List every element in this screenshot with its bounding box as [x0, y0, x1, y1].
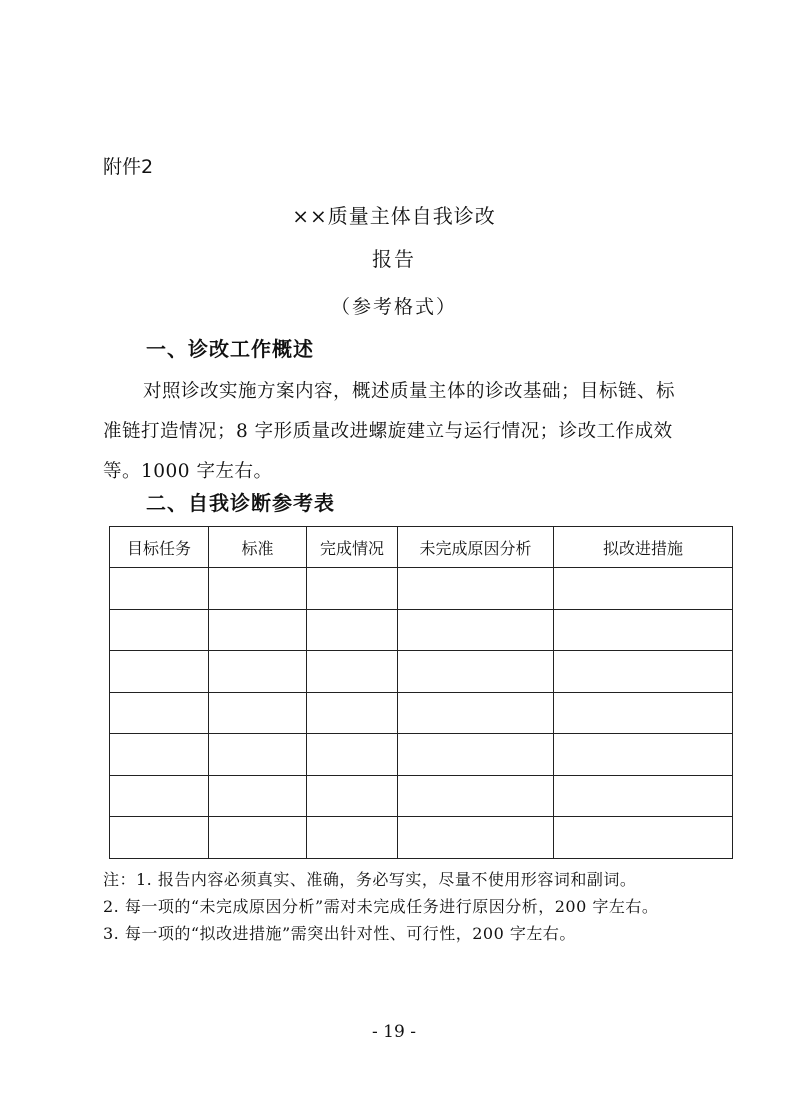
table-row [110, 651, 733, 693]
table-cell [554, 609, 733, 651]
table-cell [398, 609, 554, 651]
section1-heading: 一、诊改工作概述 [146, 337, 314, 361]
table-cell [209, 775, 307, 817]
table-cell [398, 817, 554, 859]
table-cell [110, 775, 209, 817]
table-header-cell: 完成情况 [307, 527, 398, 568]
table-cell [209, 609, 307, 651]
table-cell [398, 568, 554, 610]
table-cell [398, 775, 554, 817]
table-cell [307, 692, 398, 734]
table-header-cell: 拟改进措施 [554, 527, 733, 568]
attachment-label: 附件2 [103, 156, 154, 178]
table-cell [209, 651, 307, 693]
table-cell [554, 734, 733, 776]
table-cell [307, 734, 398, 776]
note-line: 2. 每一项的“未完成原因分析”需对未完成任务进行原因分析，200 字左右。 [103, 897, 659, 916]
notes-block [103, 866, 703, 947]
table-cell [110, 568, 209, 610]
table-cell [110, 609, 209, 651]
note-line: 注：1. 报告内容必须真实、准确，务必写实，尽量不使用形容词和副词。 [103, 870, 637, 889]
table-cell [554, 692, 733, 734]
page-number: - 19 - [372, 1022, 416, 1042]
table-header-cell: 目标任务 [110, 527, 209, 568]
note-line: 3. 每一项的“拟改进措施”需突出针对性、可行性，200 字左右。 [103, 924, 576, 943]
table-cell [209, 817, 307, 859]
table-row [110, 734, 733, 776]
table-cell [307, 568, 398, 610]
table-cell [110, 734, 209, 776]
table-cell [307, 775, 398, 817]
document-subtitle: （参考格式） [330, 296, 457, 318]
table-header-cell: 未完成原因分析 [398, 527, 554, 568]
table-header-cell: 标准 [209, 527, 307, 568]
table-row [110, 692, 733, 734]
table-cell [307, 609, 398, 651]
table-cell [110, 817, 209, 859]
document-title-line1: ××质量主体自我诊改 [292, 204, 496, 228]
table-cell [110, 692, 209, 734]
table-cell [209, 734, 307, 776]
document-title-line2: 报告 [372, 247, 416, 271]
table-cell [110, 651, 209, 693]
table-cell [398, 651, 554, 693]
table-cell [398, 734, 554, 776]
table-row [110, 568, 733, 610]
table-cell [398, 692, 554, 734]
table-row [110, 775, 733, 817]
table-cell [209, 568, 307, 610]
table-cell [554, 775, 733, 817]
table-cell [307, 817, 398, 859]
self-diagnosis-table [109, 526, 733, 859]
table-cell [554, 568, 733, 610]
table-cell [554, 651, 733, 693]
table-row [110, 817, 733, 859]
section1-body: 对照诊改实施方案内容，概述质量主体的诊改基础；目标链、标准链打造情况；8 字形质量改进螺旋建立与运行情况；诊改工作成效等。1000 字左右。 [103, 381, 676, 482]
section2-heading: 二、自我诊断参考表 [146, 491, 335, 515]
table-body [110, 568, 733, 859]
table-cell [209, 692, 307, 734]
table-row [110, 609, 733, 651]
table-cell [307, 651, 398, 693]
table-header-row [110, 527, 733, 568]
table-cell [554, 817, 733, 859]
